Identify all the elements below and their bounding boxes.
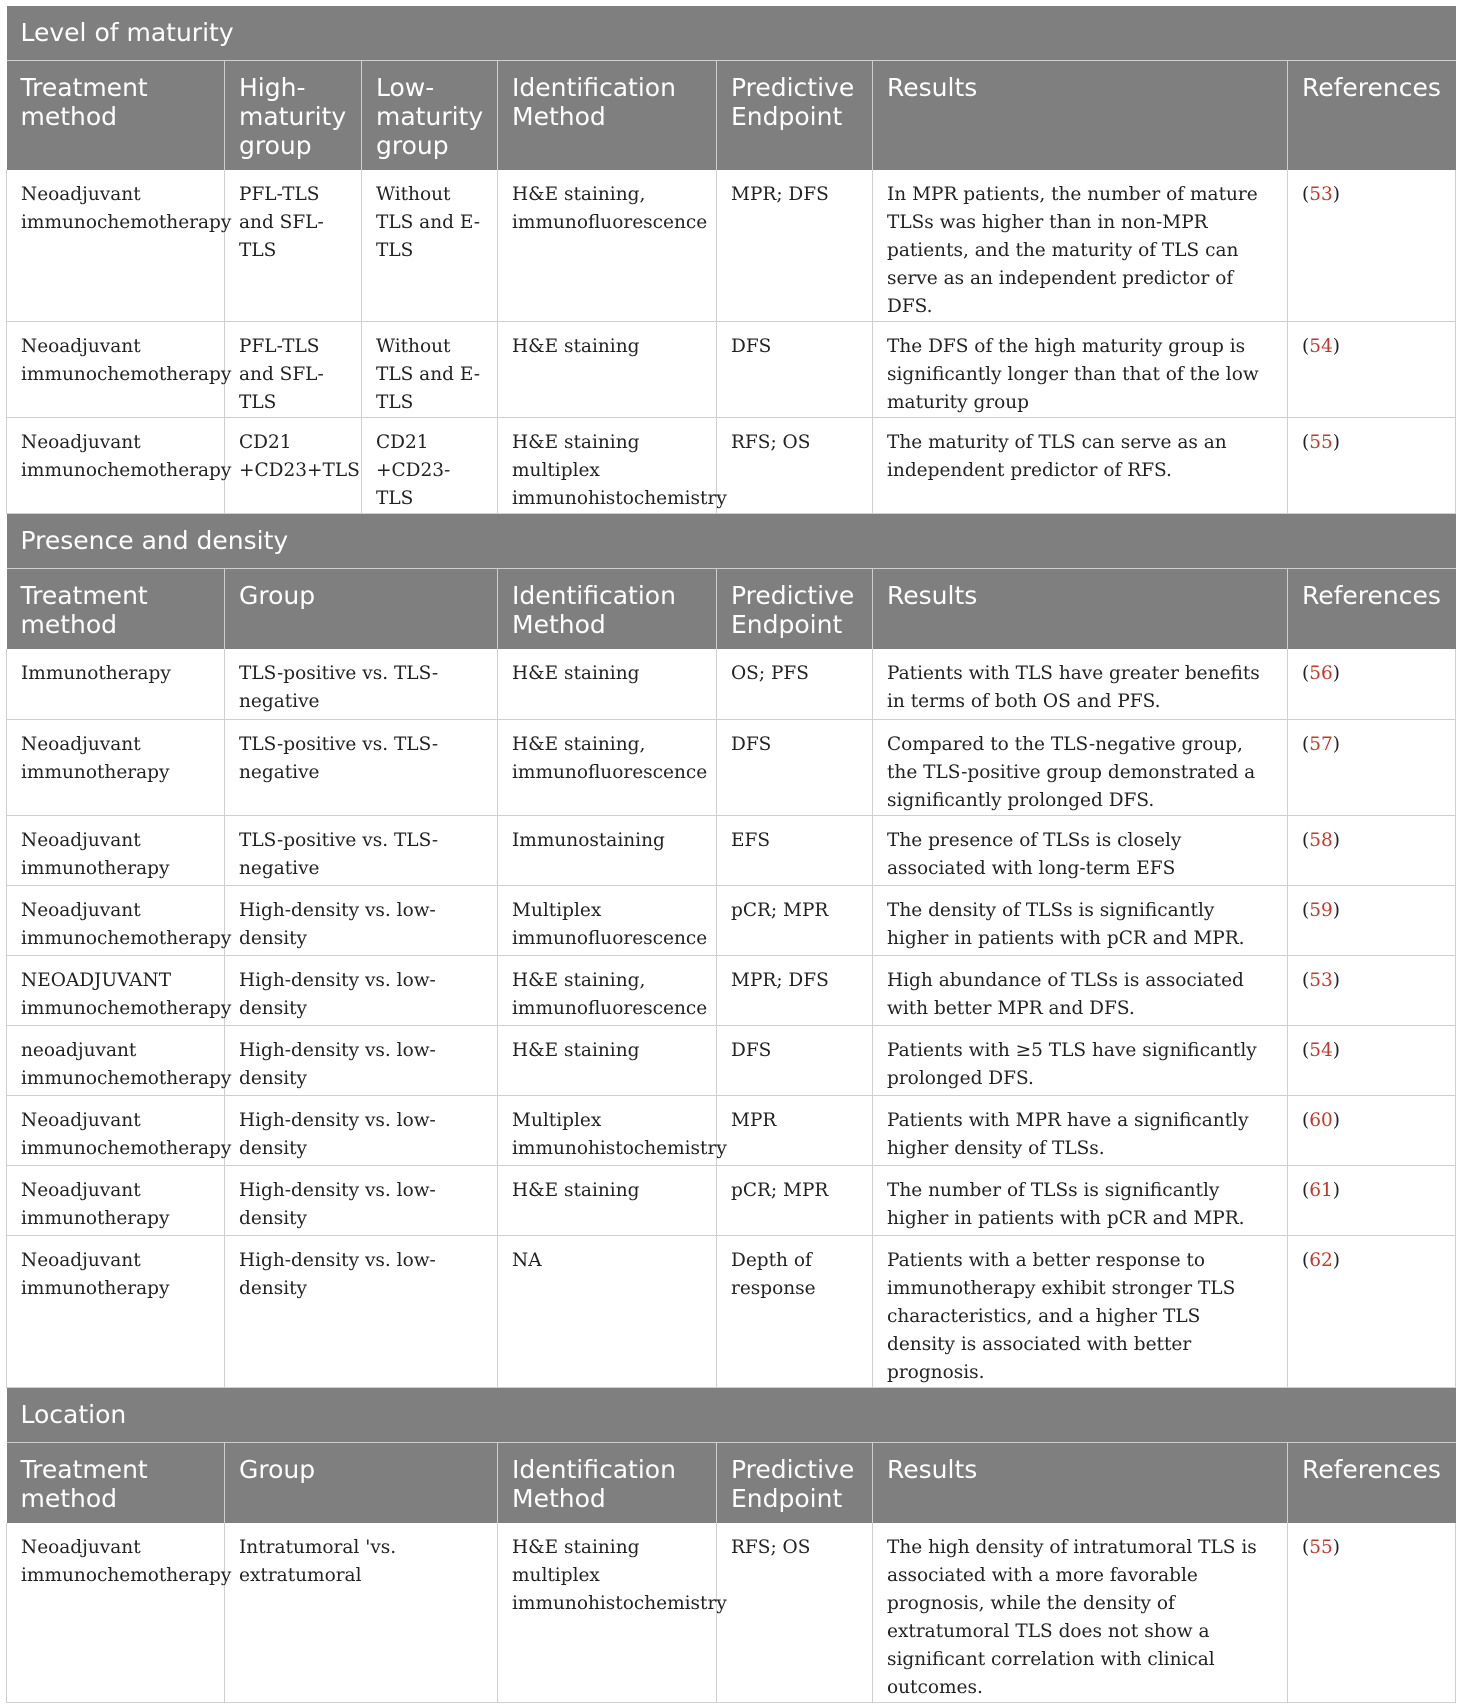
table-row	[7, 321, 1456, 417]
table-row	[7, 1523, 1456, 1703]
reference-link[interactable]: 60	[1309, 1109, 1333, 1131]
col-header-identification: Identification Method	[498, 61, 717, 170]
reference-link[interactable]: 59	[1309, 899, 1333, 921]
cell-results: Compared to the TLS-negative group, the TLS-positive group demonstrated a significantly prolonged DFS.	[873, 719, 1288, 815]
cell-references: (60)	[1288, 1095, 1456, 1165]
cell-low-maturity: CD21 +CD23-TLS	[362, 417, 498, 513]
col-header-results: Results	[873, 61, 1288, 170]
cell-endpoint: pCR; MPR	[717, 1165, 873, 1235]
col-header-identification: Identification Method	[498, 1442, 717, 1523]
cell-endpoint: DFS	[717, 719, 873, 815]
cell-low-maturity: Without TLS and E-TLS	[362, 321, 498, 417]
cell-references: (59)	[1288, 885, 1456, 955]
cell-identification: H&E staining, immunofluorescence	[498, 955, 717, 1025]
cell-references: (54)	[1288, 1025, 1456, 1095]
cell-identification: H&E staining multiplex immunohistochemistry	[498, 417, 717, 513]
cell-endpoint: DFS	[717, 1025, 873, 1095]
cell-endpoint: pCR; MPR	[717, 885, 873, 955]
section-title: Presence and density	[7, 513, 1456, 568]
cell-references: (53)	[1288, 955, 1456, 1025]
cell-results: The number of TLSs is significantly higher in patients with pCR and MPR.	[873, 1165, 1288, 1235]
cell-high-maturity: CD21 +CD23+TLS	[225, 417, 362, 513]
cell-references: (53)	[1288, 170, 1456, 322]
cell-group: TLS-positive vs. TLS-negative	[225, 719, 498, 815]
cell-treatment: neoadjuvant immunochemotherapy	[7, 1025, 225, 1095]
section-title: Level of maturity	[7, 6, 1456, 61]
table-row	[7, 170, 1456, 322]
table-row	[7, 1235, 1456, 1387]
results-table	[6, 6, 1456, 1703]
col-header-references: References	[1288, 568, 1456, 649]
col-header-endpoint: Predictive Endpoint	[717, 61, 873, 170]
col-header-high-maturity: High- maturity group	[225, 61, 362, 170]
cell-references: (55)	[1288, 1523, 1456, 1703]
col-header-group: Group	[225, 1442, 498, 1523]
reference-link[interactable]: 57	[1309, 733, 1333, 755]
column-header-row	[7, 61, 1456, 170]
cell-group: High-density vs. low-density	[225, 1165, 498, 1235]
table-row	[7, 649, 1456, 719]
cell-references: (56)	[1288, 649, 1456, 719]
cell-results: Patients with ≥5 TLS have significantly prolonged DFS.	[873, 1025, 1288, 1095]
cell-identification: H&E staining	[498, 649, 717, 719]
cell-references: (55)	[1288, 417, 1456, 513]
column-header-row	[7, 1442, 1456, 1523]
col-header-references: References	[1288, 1442, 1456, 1523]
cell-group: TLS-positive vs. TLS-negative	[225, 649, 498, 719]
section-title: Location	[7, 1387, 1456, 1442]
reference-link[interactable]: 53	[1309, 183, 1333, 205]
cell-treatment: Neoadjuvant immunochemotherapy	[7, 170, 225, 322]
cell-identification: Multiplex immunohistochemistry	[498, 1095, 717, 1165]
table-row	[7, 955, 1456, 1025]
cell-treatment: Neoadjuvant immunotherapy	[7, 1235, 225, 1387]
cell-results: In MPR patients, the number of mature TLSs was higher than in non-MPR patients, and the maturity of TLS can serve as an independent predictor of DFS.	[873, 170, 1288, 322]
cell-identification: H&E staining, immunofluorescence	[498, 170, 717, 322]
table-row	[7, 1025, 1456, 1095]
cell-endpoint: EFS	[717, 815, 873, 885]
cell-references: (57)	[1288, 719, 1456, 815]
cell-treatment: Neoadjuvant immunochemotherapy	[7, 321, 225, 417]
cell-treatment: Neoadjuvant immunotherapy	[7, 719, 225, 815]
cell-results: Patients with TLS have greater benefits in terms of both OS and PFS.	[873, 649, 1288, 719]
cell-treatment: Immunotherapy	[7, 649, 225, 719]
section-header-presence-density	[7, 513, 1456, 568]
cell-endpoint: DFS	[717, 321, 873, 417]
cell-results: The presence of TLSs is closely associated with long-term EFS	[873, 815, 1288, 885]
cell-low-maturity: Without TLS and E-TLS	[362, 170, 498, 322]
cell-identification: H&E staining, immunofluorescence	[498, 719, 717, 815]
cell-identification: H&E staining	[498, 1025, 717, 1095]
cell-group: High-density vs. low-density	[225, 885, 498, 955]
cell-results: Patients with a better response to immunotherapy exhibit stronger TLS characteristics, and a higher TLS density is associated with better prognosis.	[873, 1235, 1288, 1387]
reference-link[interactable]: 54	[1309, 335, 1333, 357]
cell-results: High abundance of TLSs is associated with better MPR and DFS.	[873, 955, 1288, 1025]
cell-identification: NA	[498, 1235, 717, 1387]
cell-endpoint: Depth of response	[717, 1235, 873, 1387]
cell-results: The density of TLSs is significantly higher in patients with pCR and MPR.	[873, 885, 1288, 955]
cell-identification: Immunostaining	[498, 815, 717, 885]
cell-group: Intratumoral 'vs. extratumoral	[225, 1523, 498, 1703]
cell-results: The high density of intratumoral TLS is associated with a more favorable prognosis, while the density of extratumoral TLS does not show a significant correlation with clinical outcomes.	[873, 1523, 1288, 1703]
reference-link[interactable]: 61	[1309, 1179, 1333, 1201]
cell-treatment: NEOADJUVANT immunochemotherapy	[7, 955, 225, 1025]
cell-identification: Multiplex immunofluorescence	[498, 885, 717, 955]
cell-endpoint: OS; PFS	[717, 649, 873, 719]
col-header-low-maturity: Low- maturity group	[362, 61, 498, 170]
col-header-group: Group	[225, 568, 498, 649]
cell-references: (62)	[1288, 1235, 1456, 1387]
cell-identification: H&E staining	[498, 1165, 717, 1235]
cell-references: (61)	[1288, 1165, 1456, 1235]
cell-treatment: Neoadjuvant immunochemotherapy	[7, 1095, 225, 1165]
col-header-results: Results	[873, 1442, 1288, 1523]
reference-link[interactable]: 55	[1309, 431, 1333, 453]
col-header-results: Results	[873, 568, 1288, 649]
cell-treatment: Neoadjuvant immunotherapy	[7, 815, 225, 885]
cell-references: (54)	[1288, 321, 1456, 417]
col-header-endpoint: Predictive Endpoint	[717, 1442, 873, 1523]
reference-link[interactable]: 53	[1309, 969, 1333, 991]
cell-treatment: Neoadjuvant immunochemotherapy	[7, 1523, 225, 1703]
cell-group: High-density vs. low-density	[225, 1095, 498, 1165]
reference-link[interactable]: 58	[1309, 829, 1333, 851]
cell-group: High-density vs. low-density	[225, 955, 498, 1025]
col-header-treatment: Treatment method	[7, 1442, 225, 1523]
cell-endpoint: MPR	[717, 1095, 873, 1165]
section-header-maturity	[7, 6, 1456, 61]
cell-endpoint: RFS; OS	[717, 1523, 873, 1703]
cell-identification: H&E staining	[498, 321, 717, 417]
cell-endpoint: MPR; DFS	[717, 170, 873, 322]
cell-treatment: Neoadjuvant immunochemotherapy	[7, 885, 225, 955]
cell-group: TLS-positive vs. TLS-negative	[225, 815, 498, 885]
cell-results: Patients with MPR have a significantly higher density of TLSs.	[873, 1095, 1288, 1165]
reference-link[interactable]: 54	[1309, 1039, 1333, 1061]
table-row	[7, 885, 1456, 955]
reference-link[interactable]: 55	[1309, 1537, 1333, 1558]
cell-group: High-density vs. low-density	[225, 1025, 498, 1095]
cell-results: The maturity of TLS can serve as an independent predictor of RFS.	[873, 417, 1288, 513]
table-row	[7, 417, 1456, 513]
section-header-location	[7, 1387, 1456, 1442]
col-header-references: References	[1288, 61, 1456, 170]
cell-references: (58)	[1288, 815, 1456, 885]
cell-high-maturity: PFL-TLS and SFL-TLS	[225, 170, 362, 322]
cell-endpoint: MPR; DFS	[717, 955, 873, 1025]
table-row	[7, 1095, 1456, 1165]
table-row	[7, 1165, 1456, 1235]
cell-high-maturity: PFL-TLS and SFL-TLS	[225, 321, 362, 417]
cell-results: The DFS of the high maturity group is significantly longer than that of the low maturity group	[873, 321, 1288, 417]
table-wrapper	[6, 6, 1455, 1703]
col-header-endpoint: Predictive Endpoint	[717, 568, 873, 649]
col-header-treatment: Treatment method	[7, 61, 225, 170]
cell-treatment: Neoadjuvant immunochemotherapy	[7, 417, 225, 513]
table-row	[7, 815, 1456, 885]
col-header-identification: Identification Method	[498, 568, 717, 649]
cell-treatment: Neoadjuvant immunotherapy	[7, 1165, 225, 1235]
col-header-treatment: Treatment method	[7, 568, 225, 649]
cell-identification: H&E staining multiplex immunohistochemistry	[498, 1523, 717, 1703]
column-header-row	[7, 568, 1456, 649]
table-row	[7, 719, 1456, 815]
reference-link[interactable]: 56	[1309, 663, 1333, 684]
cell-endpoint: RFS; OS	[717, 417, 873, 513]
cell-group: High-density vs. low-density	[225, 1235, 498, 1387]
reference-link[interactable]: 62	[1309, 1249, 1333, 1271]
